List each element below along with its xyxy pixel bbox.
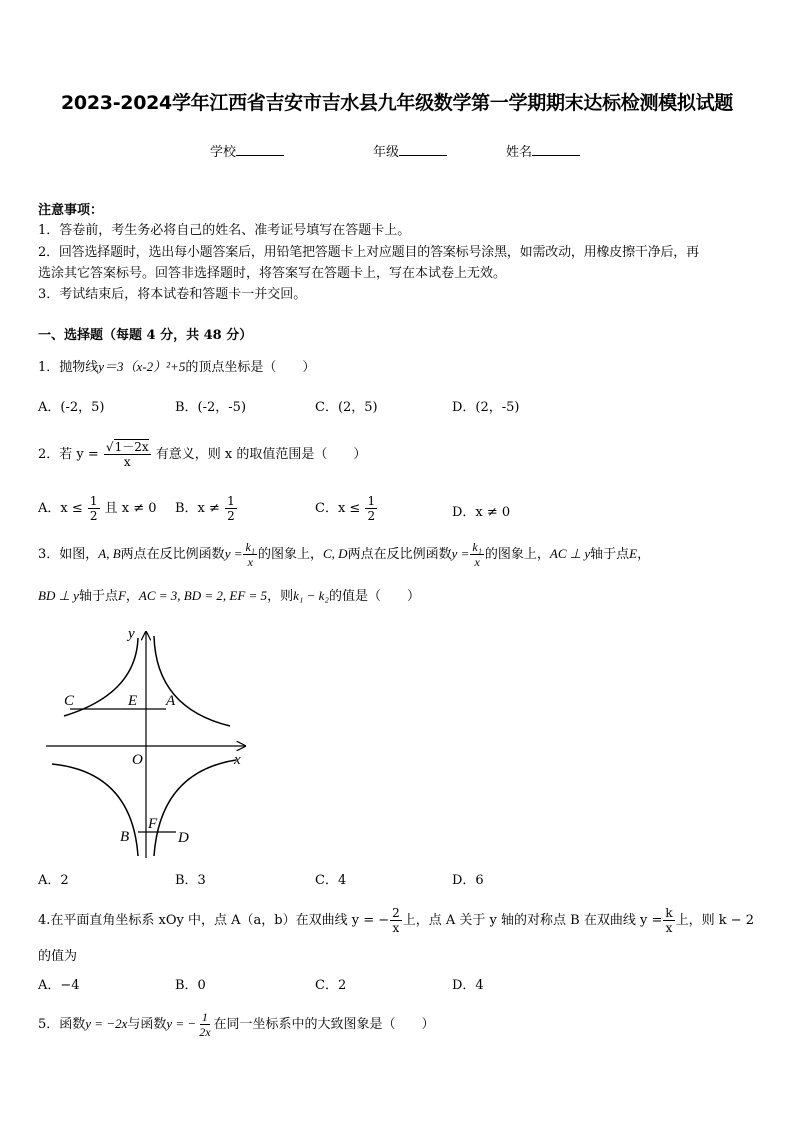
q3-k1: k₁ [245, 540, 255, 554]
q3-math: F [117, 588, 126, 603]
q2-a-pre: A．x ≤ [38, 501, 83, 516]
label-y: y [128, 626, 135, 642]
label-f: F [148, 816, 158, 832]
school-field[interactable] [210, 141, 284, 160]
q3-option-b[interactable]: B．3 [175, 873, 206, 888]
section-heading: 一、选择题（每题 4 分，共 48 分） [38, 328, 253, 343]
name-field[interactable] [506, 141, 580, 160]
q4-den1: x [392, 921, 400, 935]
page-title: 2023-2024学年江西省吉安市吉水县九年级数学第一学期期末达标检测模拟试题 [61, 92, 733, 114]
q3-math: y = [451, 546, 470, 561]
q3-math: E [629, 546, 638, 561]
q5-math: y = −2x [85, 1016, 128, 1031]
q4-option-d[interactable]: D．4 [452, 978, 484, 993]
q3-fraction-1 [243, 540, 257, 569]
q3-math: C, D [323, 546, 348, 561]
q5-num: 1 [201, 1010, 208, 1024]
q3-math: AC = 3, BD = 2, EF = 5 [138, 588, 268, 603]
question-4-line-2: 的值为 [38, 949, 78, 964]
q4-fraction-2 [663, 906, 674, 935]
q2-a-fraction [88, 494, 100, 523]
q2-a-post: 且 x ≠ 0 [104, 501, 157, 516]
q3-fraction-2 [470, 540, 484, 569]
q2-suffix: 有意义，则 x 的取值范围是（ ） [155, 447, 367, 462]
label-c: C [64, 693, 75, 709]
grade-label: 年级 [373, 145, 400, 160]
q2-c-num: 1 [367, 494, 376, 508]
question-2 [38, 440, 366, 469]
q1-option-b[interactable]: B．(-2，-5) [175, 400, 247, 415]
q4-text: 4.在平面直角坐标系 xOy 中，点 A（a，b）在双曲线 y = − [38, 913, 390, 928]
q4-option-c[interactable]: C．2 [315, 978, 347, 993]
q2-numerator: 1－2x [114, 440, 149, 454]
q3-math: BD ⊥ y [38, 588, 79, 603]
label-x: x [234, 752, 241, 768]
name-blank[interactable] [532, 143, 580, 156]
q1-option-c[interactable]: C．(2，5) [315, 400, 378, 415]
notice-item: 1．答卷前，考生务必将自己的姓名、准考证号填写在答题卡上。 [38, 223, 411, 238]
label-b: B [120, 829, 130, 845]
q2-denominator: x [123, 455, 131, 469]
q2-b-pre: B．x ≠ [175, 501, 220, 516]
q2-b-den: 2 [227, 509, 235, 523]
q4-text: 上，则 k − 2 [675, 913, 755, 928]
question-3-line-2 [38, 585, 420, 608]
q3-text: 两点在反比例函数 [120, 547, 225, 562]
q4-fraction-1 [390, 906, 402, 935]
notice-item: 2．回答选择题时，选出每小题答案后，用铅笔把答题卡上对应题目的答案标号涂黑，如需改动，用橡皮擦干净后，再 [38, 245, 699, 260]
school-blank[interactable] [236, 143, 284, 156]
q1-option-a[interactable]: A．(-2，5) [38, 400, 105, 415]
question-4-line-1 [38, 906, 754, 935]
curve-fourth-quadrant [154, 760, 236, 856]
school-label: 学校 [210, 145, 237, 160]
q2-c-pre: C．x ≤ [315, 501, 361, 516]
q3-x: x [247, 555, 253, 569]
q3-option-c[interactable]: C．4 [315, 873, 347, 888]
q3-option-d[interactable]: D．6 [452, 873, 484, 888]
q4-option-b[interactable]: B．0 [175, 978, 206, 993]
label-o: O [132, 752, 143, 768]
q2-c-den: 2 [367, 509, 376, 523]
notice-item: 3．考试结束后，将本试卷和答题卡一并交回。 [38, 287, 307, 302]
q3-text: 轴于点 [590, 547, 630, 562]
q3-text: 两点在反比例函数 [347, 547, 452, 562]
q3-text: 3．如图， [38, 547, 99, 562]
notice-heading: 注意事项： [38, 203, 104, 218]
q3-math: A, B [98, 546, 121, 561]
notice-item: 选涂其它答案标号。回答非选择题时，将答案写在答题卡上，写在本试卷上无效。 [38, 266, 507, 281]
name-label: 姓名 [506, 145, 533, 160]
q3-option-a[interactable]: A．2 [38, 873, 69, 888]
label-a: A [166, 693, 176, 709]
q2-option-b[interactable] [175, 494, 238, 523]
question-1 [38, 356, 315, 379]
question-5 [38, 1010, 435, 1039]
q3-text: ， [637, 547, 651, 562]
q4-option-a[interactable]: A．−4 [38, 978, 80, 993]
sqrt-sign: √ [105, 440, 114, 454]
question-3-line-1 [38, 540, 650, 569]
q3-k2: k₁ [472, 540, 482, 554]
q5-den: 2x [199, 1025, 211, 1039]
q1-prefix: 1．抛物线 [38, 360, 99, 375]
label-d: D [178, 830, 189, 846]
q3-hyperbola-figure [40, 622, 260, 862]
q5-math: y = − [166, 1016, 197, 1031]
q2-b-fraction [225, 494, 237, 523]
q3-text: 的值是（ ） [328, 589, 420, 604]
q3-text: 轴于点 [78, 589, 118, 604]
q2-b-num: 1 [227, 494, 235, 508]
q1-suffix: 的顶点坐标是（ ） [185, 360, 316, 375]
q5-fraction [197, 1010, 212, 1039]
q3-text: 的图象上， [257, 547, 323, 562]
q5-text: 在同一坐标系中的大致图象是（ ） [213, 1017, 435, 1032]
q2-a-num: 1 [89, 494, 98, 508]
q4-text: 上，点 A 关于 y 轴的对称点 B 在双曲线 y = [402, 913, 663, 928]
q4-num1: 2 [392, 906, 400, 920]
grade-blank[interactable] [399, 143, 447, 156]
q5-text: 5．函数 [38, 1017, 86, 1032]
grade-field[interactable] [373, 141, 447, 160]
q3-text: 的图象上， [484, 547, 550, 562]
q2-a-den: 2 [89, 509, 98, 523]
q5-text: 与函数 [127, 1017, 167, 1032]
q1-option-d[interactable]: D．(2，-5) [452, 400, 520, 415]
q2-option-d[interactable]: D．x ≠ 0 [452, 505, 511, 520]
q2-c-fraction [365, 494, 377, 523]
q3-x: x [474, 555, 480, 569]
q2-fraction [104, 440, 151, 469]
q1-expr: y＝3（x-2）²+5 [98, 359, 186, 374]
q3-math: AC ⊥ y [549, 546, 591, 561]
curve-second-quadrant [64, 638, 138, 716]
q2-option-c[interactable] [315, 494, 378, 523]
curve-first-quadrant [154, 636, 230, 726]
q4-den2: x [665, 921, 673, 935]
q4-num2: k [665, 906, 673, 920]
q3-text: ，则 [267, 589, 294, 604]
q2-option-a[interactable] [38, 494, 157, 523]
q3-math: y = [224, 546, 243, 561]
q3-text: ， [125, 589, 139, 604]
q2-prefix: 2．若 y = [38, 447, 99, 462]
label-e: E [128, 693, 138, 709]
q3-math: k₁ − k₂ [293, 588, 329, 603]
